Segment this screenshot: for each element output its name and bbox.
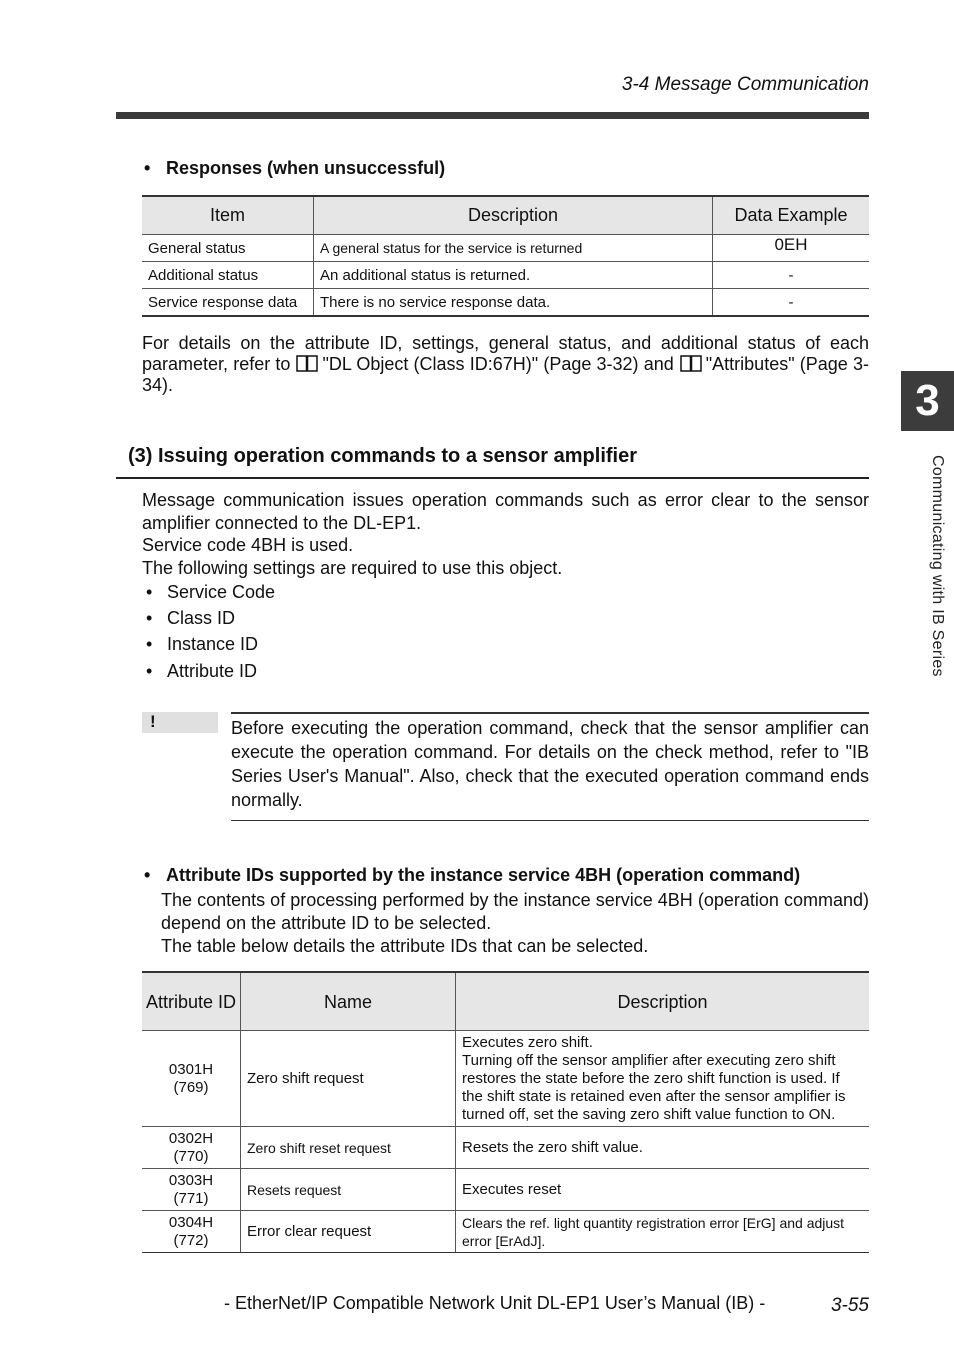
cell-description: Executes reset: [456, 1169, 870, 1211]
bullet: •: [146, 661, 153, 681]
list-item-text: Service Code: [167, 582, 276, 602]
attribute-id-hex: 0303H: [168, 1171, 214, 1189]
section-intro: [142, 489, 869, 579]
table-row: [142, 1031, 869, 1127]
attributes-intro: [161, 889, 869, 958]
cell-data-example: -: [713, 262, 870, 289]
attribute-id-hex: 0302H: [168, 1129, 214, 1147]
details-text-1: For details on the attribute ID, settings, general status, and additional status of each parameter, refer to: [142, 333, 869, 374]
cell-name: Resets request: [241, 1169, 456, 1211]
cell-description: There is no service response data.: [314, 289, 713, 317]
list-item: [146, 582, 275, 603]
table-header-row: [142, 972, 869, 1031]
list-item: [146, 634, 258, 655]
cell-attribute-id: [142, 1211, 241, 1253]
cell-data-example: 0EH: [713, 235, 870, 262]
footer-text: - EtherNet/IP Compatible Network Unit DL-EP1 User’s Manual (IB) -: [224, 1293, 766, 1313]
bullet: •: [146, 582, 153, 602]
attributes-text-2: The table below details the attribute IDs that can be selected.: [161, 936, 649, 956]
cell-description: Clears the ref. light quantity registration error [ErG] and adjust error [ErAdJ].: [456, 1211, 870, 1253]
book-icon: [296, 355, 318, 372]
cell-description: Executes zero shift. Turning off the sensor amplifier after executing zero shift restores the state before the zero shift function is used. If the shift state is retained even after the sensor amplifier is turned off, set the saving zero shift value function to ON.: [456, 1031, 870, 1127]
table-row: [142, 235, 869, 262]
list-item-text: Attribute ID: [167, 661, 258, 681]
intro-line-1: Message communication issues operation commands such as error clear to the sensor amplifier connected to the DL-EP1.: [142, 490, 869, 533]
cell-item: Service response data: [142, 289, 314, 317]
note-bottom-rule: [231, 820, 869, 821]
book-icon: [680, 355, 702, 372]
attribute-id-dec: (769): [173, 1078, 209, 1096]
responses-heading: [144, 158, 445, 179]
chapter-side-label: Communicating with IB Series: [929, 455, 946, 677]
cell-item: General status: [142, 235, 314, 262]
column-header-description: Description: [456, 972, 870, 1031]
cell-name: Zero shift request: [241, 1031, 456, 1127]
attribute-id-dec: (772): [173, 1231, 209, 1249]
list-item-text: Class ID: [167, 608, 236, 628]
column-header-data-example: Data Example: [713, 196, 870, 235]
attributes-text-1: The contents of processing performed by the instance service 4BH (operation command) depend on the attribute ID to be selected.: [161, 890, 869, 933]
attribute-id-dec: (770): [173, 1147, 209, 1165]
table-row: [142, 1127, 869, 1169]
cell-data-example: -: [713, 289, 870, 317]
section-title: (3) Issuing operation commands to a sensor amplifier: [128, 445, 637, 467]
column-header-name: Name: [241, 972, 456, 1031]
cell-attribute-id: [142, 1031, 241, 1127]
cell-attribute-id: [142, 1169, 241, 1211]
responses-heading-text: Responses (when unsuccessful): [166, 158, 446, 178]
column-header-item: Item: [142, 196, 314, 235]
bullet: •: [144, 865, 151, 885]
note-text: Before executing the operation command, check that the sensor amplifier can execute the operation command. For details on the check method, refer to "IB Series User's Manual". Also, check that the executed operation command ends normally.: [231, 718, 869, 810]
cell-description: Resets the zero shift value.: [456, 1127, 870, 1169]
column-header-attribute-id: Attribute ID: [142, 972, 241, 1031]
header-rule: [116, 112, 869, 119]
cell-item: Additional status: [142, 262, 314, 289]
details-text-3: "Attributes" (Page 3-34).: [142, 354, 869, 395]
note-top-rule: [231, 712, 869, 714]
column-header-description: Description: [314, 196, 713, 235]
table-row: [142, 1211, 869, 1253]
bullet: •: [144, 158, 151, 178]
list-item: [146, 608, 235, 629]
list-item: [146, 661, 257, 682]
details-text-2: "DL Object (Class ID:67H)" (Page 3-32) and: [322, 354, 674, 374]
list-item-text: Instance ID: [167, 634, 259, 654]
attributes-heading-text: Attribute IDs supported by the instance service 4BH (operation command): [166, 865, 801, 885]
cell-description: A general status for the service is returned: [314, 235, 713, 262]
attribute-id-dec: (771): [173, 1189, 209, 1207]
chapter-tab: 3: [901, 371, 954, 431]
attributes-table: [142, 971, 869, 1253]
section-rule: [116, 477, 869, 479]
table-row: [142, 289, 869, 317]
attribute-id-hex: 0301H: [168, 1060, 214, 1078]
attributes-heading: [144, 865, 800, 886]
table-header-row: [142, 196, 869, 235]
bullet: •: [146, 608, 153, 628]
responses-table: [142, 195, 869, 317]
table-row: [142, 1169, 869, 1211]
page-number: 3-55: [830, 1295, 869, 1316]
cell-attribute-id: [142, 1127, 241, 1169]
details-paragraph: [142, 333, 869, 396]
cell-name: Zero shift reset request: [241, 1127, 456, 1169]
bullet: •: [146, 634, 153, 654]
header-title: 3-4 Message Communication: [621, 74, 869, 95]
cell-description: An additional status is returned.: [314, 262, 713, 289]
attribute-id-hex: 0304H: [168, 1213, 214, 1231]
cell-name: Error clear request: [241, 1211, 456, 1253]
table-row: [142, 262, 869, 289]
caution-icon: !: [150, 712, 156, 731]
intro-line-2: Service code 4BH is used.: [142, 535, 354, 555]
intro-line-3: The following settings are required to use this object.: [142, 557, 563, 578]
